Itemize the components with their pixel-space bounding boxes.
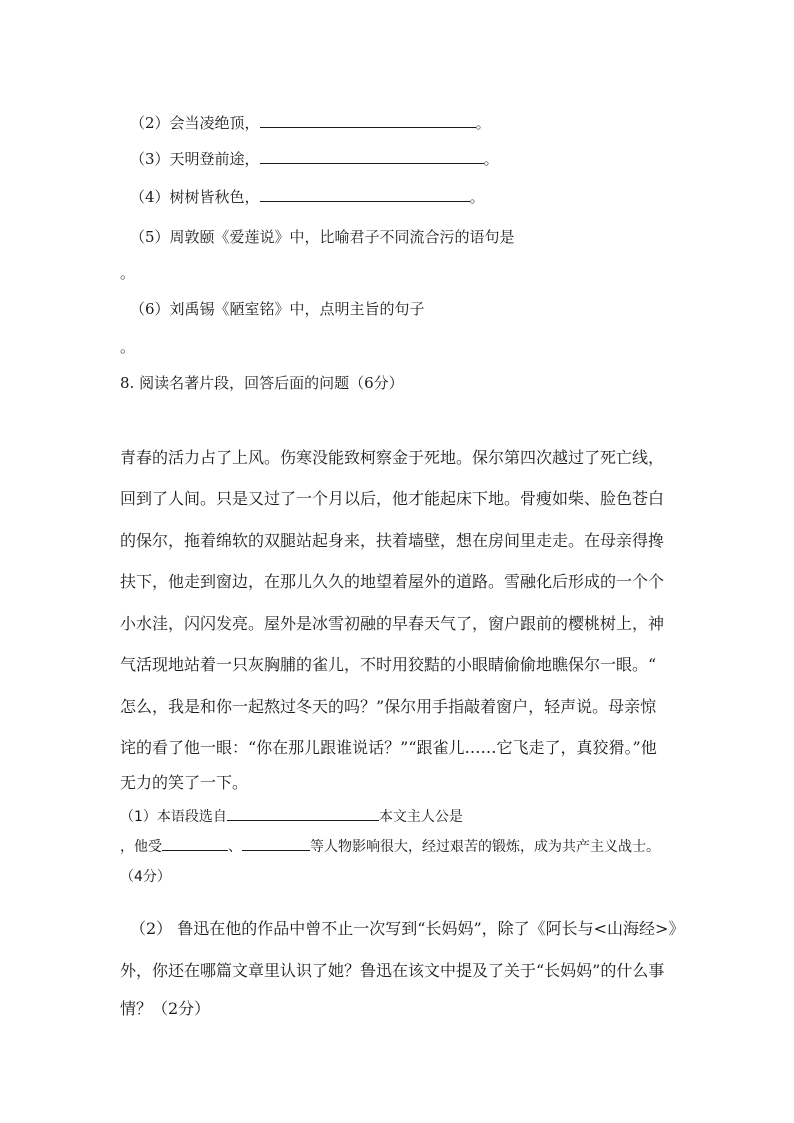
q7-item-3: [130, 148, 499, 169]
item-number: （2）: [130, 114, 170, 132]
item-end: 。: [469, 188, 485, 206]
q7-item-5-end: 。: [120, 264, 136, 282]
item-text: 天明登前途，: [169, 150, 260, 168]
person-blank-1[interactable]: [162, 838, 228, 851]
passage-line: 怎么，我是和你一起熬过冬天的吗？”保尔用手指敲着窗户，轻声说。母亲惊: [120, 697, 657, 716]
passage-line: 青春的活力占了上风。伤寒没能致柯察金于死地。保尔第四次越过了死亡线，: [120, 448, 665, 467]
item-end: 。: [483, 150, 499, 168]
sub1-separator: 、: [228, 839, 242, 855]
item-number: （6）: [130, 300, 170, 318]
sub1-line2-end: 等人物影响很大，经过艰苦的锻炼，成为共产主义战士。: [310, 839, 660, 855]
q8-sub1-line2: [120, 836, 660, 856]
item-text: 会当凌绝顶，: [169, 114, 260, 132]
item-text: 树树皆秋色，: [169, 188, 260, 206]
item-text: 刘禹锡《陋室铭》中，点明主旨的句子: [169, 300, 425, 318]
answer-blank[interactable]: [260, 189, 470, 202]
sub1-label: （1）本语段选自: [120, 809, 227, 825]
passage-line: 小水洼，闪闪发亮。屋外是冰雪初融的早春天气了，窗户跟前的樱桃树上，神: [120, 614, 665, 633]
q8-sub1-score: （4分）: [120, 869, 171, 885]
sub1-protagonist-label: 本文主人公是: [378, 809, 463, 825]
q7-item-6: [130, 298, 425, 319]
q7-item-6-end: 。: [120, 338, 136, 356]
item-number: （5）: [130, 228, 170, 246]
q7-item-4: [130, 186, 485, 207]
source-blank[interactable]: [227, 808, 379, 821]
passage-line: 诧的看了他一眼：“你在那儿跟谁说话？”“跟雀儿……它飞走了，真狡猾。”他: [120, 738, 657, 757]
passage-line: 气活现地站着一只灰胸脯的雀儿，不时用狡黠的小眼睛偷偷地瞧保尔一眼。“: [120, 655, 657, 674]
answer-blank[interactable]: [260, 115, 476, 128]
passage-line: 的保尔，拖着绵软的双腿站起身来，扶着墙壁，想在房间里走走。在母亲得搀: [120, 531, 665, 550]
q8-sub2-line2: 外，你还在哪篇文章里认识了她？鲁迅在该文中提及了关于“长妈妈”的什么事: [120, 961, 665, 980]
q8-header: 8. 阅读名著片段，回答后面的问题（6分）: [120, 374, 404, 392]
person-blank-2[interactable]: [242, 838, 310, 851]
q8-sub2-line3: 情？（2分）: [120, 999, 211, 1018]
sub1-line2-start: ，他受: [120, 839, 162, 855]
item-number: （3）: [130, 150, 170, 168]
item-end: 。: [475, 114, 491, 132]
q7-item-5: [130, 226, 515, 247]
q7-item-2: [130, 112, 491, 133]
item-text: 周敦颐《爱莲说》中，比喻君子不同流合污的语句是: [169, 228, 515, 246]
q8-sub1-line1: [120, 806, 463, 826]
passage-line: 扶下，他走到窗边，在那儿久久的地望着屋外的道路。雪融化后形成的一个个: [120, 572, 665, 591]
passage-line: 回到了人间。只是又过了一个月以后，他才能起床下地。骨瘦如柴、脸色苍白: [120, 489, 665, 508]
passage-line: 无力的笑了一下。: [120, 773, 249, 792]
item-number: （4）: [130, 188, 170, 206]
q8-sub2-line1: （2） 鲁迅在他的作品中曾不止一次写到“长妈妈”，除了《阿长与<山海经>》: [130, 919, 685, 938]
answer-blank[interactable]: [260, 151, 484, 164]
